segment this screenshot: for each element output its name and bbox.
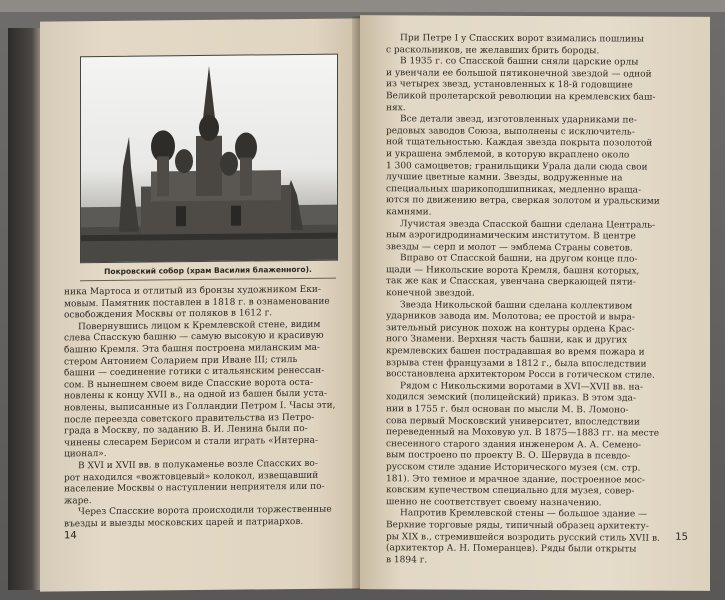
text-line: града в Москву, по заданию В. И. Ленина были по- bbox=[64, 424, 308, 437]
text-line: ной тщательностью. Каждая звезда покрыта позолотой bbox=[386, 137, 653, 149]
left-page-text bbox=[64, 285, 339, 531]
page-number-left: 14 bbox=[64, 530, 77, 542]
text-line: Через Спасские ворота происходили торжественные bbox=[78, 504, 332, 518]
cathedral-illustration bbox=[81, 55, 337, 263]
text-line: редовых заводов Союза, выполнены с исключитель- bbox=[386, 125, 635, 138]
text-line: В 1935 г. со Спасской башни сняли царские орлы bbox=[400, 56, 639, 68]
text-line: нии в 1755 г. был основан по мысли М. В. Ломоно- bbox=[386, 404, 629, 416]
text-line: стером Антонием Соларием при Иване III; стиль bbox=[64, 354, 298, 367]
text-line: нях. bbox=[386, 102, 406, 113]
text-line: ного Знамени. Верхняя часть башни, как и других bbox=[386, 334, 628, 346]
text-line: новлены к концу XVII в., на одной из башен были уста- bbox=[64, 389, 327, 402]
text-line: конечной звездой. bbox=[386, 288, 475, 299]
text-line: вым построено по проекту В. О. Шервуда в псевдо- bbox=[386, 450, 631, 462]
text-line: камнями. bbox=[386, 207, 432, 218]
text-line: шенно не соответствует своему назначению. bbox=[386, 496, 602, 509]
text-line: ным аэрогидродинамическим институтом. В центре bbox=[386, 230, 636, 242]
text-line: восстановлена архитектором Росси в готическом стиле. bbox=[386, 369, 655, 381]
text-line: зительный рисунок похож на контуры ордена Крас- bbox=[386, 323, 635, 335]
text-line: 1 300 самоцветов; гранильщики Урала дали сюда свои bbox=[386, 160, 648, 173]
text-line: В XVI и XVII вв. в полукаменье возле Спасских во- bbox=[78, 458, 318, 472]
text-line: ходился земский (полицейский) приказ. В этом зда- bbox=[386, 392, 636, 404]
text-line: рот находился «вожтовцевый» колокол, извещавший bbox=[64, 470, 319, 483]
text-line: ударников завода им. Молотова; ее простой и выра- bbox=[386, 311, 635, 323]
text-line: звезды — серп и молот — эмблема Страны советов. bbox=[386, 241, 633, 254]
text-line: жаре. bbox=[64, 495, 92, 507]
text-line: Напротив Кремлевской стены — большое здание — bbox=[400, 508, 648, 520]
text-line: Все детали звезд, изготовленных ударниками пе- bbox=[400, 114, 637, 126]
text-line: сом. В нынешнем своем виде Спасские ворота оста- bbox=[64, 377, 314, 391]
cathedral-photo bbox=[80, 54, 338, 264]
text-line: слева Спасскую башню — самую высокую и красивую bbox=[64, 331, 324, 344]
text-line: Вправо от Спасской башни, на другом конце пло- bbox=[400, 253, 638, 265]
text-line: с раскольников, не желавших брить бороды. bbox=[386, 44, 600, 56]
text-line: При Петре I у Спасских ворот взимались пошлины bbox=[400, 33, 645, 45]
text-line: (архитектор А. Н. Померанцев). Ряды были открыты bbox=[386, 543, 637, 555]
text-line: башню Кремля. Эта башня построена миланским ма- bbox=[64, 342, 320, 356]
text-line: лучшие цветные камни. Звезды, водруженные на bbox=[386, 172, 623, 184]
text-line: Великой пролетарской революции на кремлевских баш- bbox=[386, 91, 656, 103]
text-line: так же как и Спасская, увенчана сверкающей пяти- bbox=[386, 276, 636, 288]
text-line: переведенный на Моховую ул. В 1875—1883 гг. на месте bbox=[386, 427, 660, 439]
caption-divider bbox=[80, 278, 336, 282]
text-line: ковским купечеством специально для музея, совер- bbox=[386, 485, 635, 497]
text-line: русском стиле здание Исторического музея (см. стр. bbox=[386, 462, 641, 474]
text-line: ника Мартоса и отлитый из бронзы художником Еки- bbox=[64, 284, 321, 298]
text-line: снесенного старого здания инженером А. А. Семено- bbox=[386, 439, 642, 451]
right-page bbox=[360, 15, 710, 591]
text-line: ры XIX в., стремившейся возродить русский стиль XVII в. bbox=[386, 531, 660, 544]
text-line: Повернувшись лицом к Кремлевской стене, видим bbox=[78, 319, 321, 333]
text-line: сова первый Московский университет, впоследствии bbox=[386, 415, 640, 428]
page-number-right: 15 bbox=[675, 531, 688, 543]
text-line: после переезда советского правительства из Петро- bbox=[64, 412, 315, 425]
text-line: ются по движению ветра, сверкая золотом и уральскими bbox=[386, 195, 660, 207]
text-line: Лучистая звезда Спасской башни сделана Централь- bbox=[400, 218, 656, 231]
text-line: мовым. Памятник поставлен в 1818 г. в ознаменование bbox=[64, 296, 330, 310]
text-line: кремлевских башен пострадавшая во время пожара и bbox=[386, 346, 645, 358]
text-line: ционал». bbox=[64, 449, 107, 460]
text-line: Рядом с Никольскими воротами в XVI—XVII вв. на- bbox=[400, 381, 643, 393]
photo-caption: Покровский собор (храм Василия блаженного). bbox=[104, 264, 312, 277]
text-line: новлены, выписанные из Голландии Петром I. Часы эти, bbox=[64, 400, 336, 414]
text-line: и украшена эмблемой, в которую вкраплено около bbox=[386, 149, 630, 161]
text-line: освобождения Москвы от поляков в 1612 г. bbox=[64, 308, 273, 321]
text-line: 181). Это темное и мрачное здание, построенное мос- bbox=[386, 473, 645, 486]
left-page bbox=[40, 18, 362, 591]
text-line: чинены слесарем Берисом и стали играть «Интерна- bbox=[64, 435, 318, 449]
text-line: щади — Никольские ворота Кремля, башня которых, bbox=[386, 265, 640, 277]
text-line: из четырех звезд, установленных к 18-й годовщине bbox=[386, 79, 633, 91]
text-line: взрыва стен французами в 1812 г., была впоследствии bbox=[386, 357, 647, 370]
text-line: и увенчали ее большой пятиконечной звездой — одной bbox=[386, 68, 652, 80]
text-line: башни — соединение готики с итальянским ренессан- bbox=[64, 365, 325, 379]
text-line: население Москвы о наступлении неприятеля или по- bbox=[64, 481, 325, 495]
text-line: Звезда Никольской башни сделана коллективом bbox=[400, 299, 633, 312]
text-line: в 1894 г. bbox=[386, 554, 428, 566]
text-line: въезды и выезды московских царей и патриархов. bbox=[64, 516, 304, 530]
right-page-text bbox=[386, 33, 676, 568]
text-line: специальных шарикоподшипниках, медленно враща- bbox=[386, 183, 642, 196]
text-line: Верхние торговые ряды, типичный образец архитекту- bbox=[386, 520, 649, 532]
